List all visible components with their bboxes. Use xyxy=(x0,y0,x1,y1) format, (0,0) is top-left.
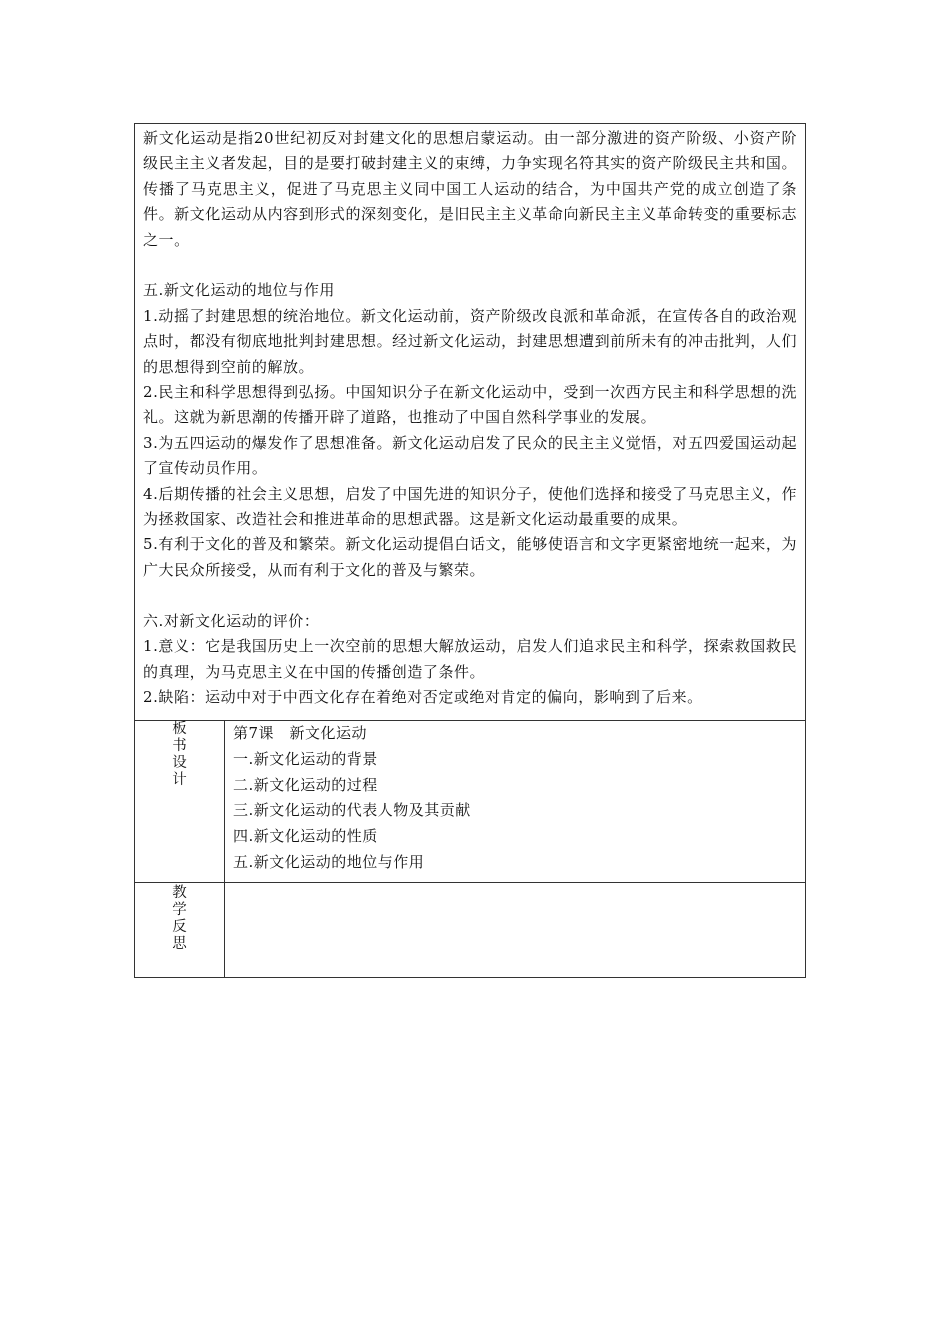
lesson-plan-table xyxy=(134,123,806,978)
label-char: 教 xyxy=(172,884,187,901)
label-char: 设 xyxy=(172,755,187,771)
intro-paragraph: 新文化运动是指20世纪初反对封建文化的思想启蒙运动。由一部分激进的资产阶级、小资产阶级民主主义者发起，目的是要打破封建主义的束缚，力争实现名符其实的资产阶级民主共和国。传播了马克思主义，促进了马克思主义同中国工人运动的结合，为中国共产党的成立创造了条件。新文化运动从内容到形式的深刻变化，是旧民主主义革命向新民主主义革命转变的重要标志之一。 xyxy=(143,129,798,249)
board-line: 一.新文化运动的背景 xyxy=(233,749,378,768)
board-line: 三.新文化运动的代表人物及其贡献 xyxy=(233,801,471,820)
board-design-content xyxy=(225,721,806,883)
list-item: 3.为五四运动的爆发作了思想准备。新文化运动启发了民众的民主主义觉悟，对五四爱国运动起了宣传动员作用。 xyxy=(143,433,798,478)
section-heading: 六.对新文化运动的评价： xyxy=(143,611,320,630)
label-char: 计 xyxy=(172,772,187,788)
list-item: 2.民主和科学思想得到弘扬。中国知识分子在新文化运动中，受到一次西方民主和科学思想的洗礼。这就为新思潮的传播开辟了道路，也推动了中国自然科学事业的发展。 xyxy=(143,383,798,427)
section-heading: 五.新文化运动的地位与作用 xyxy=(143,281,335,300)
board-line: 四.新文化运动的性质 xyxy=(233,827,378,846)
list-item: 4.后期传播的社会主义思想，启发了中国先进的知识分子，使他们选择和接受了马克思主义，作为拯救国家、改造社会和推进革命的思想武器。这是新文化运动最重要的成果。 xyxy=(143,484,798,529)
reflection-content xyxy=(225,882,806,977)
board-design-row xyxy=(135,721,806,883)
content-cell xyxy=(135,124,806,721)
board-line: 第7课 新文化运动 xyxy=(233,724,368,742)
blank-line xyxy=(143,253,797,278)
list-item: 1.意义：它是我国历史上一次空前的思想大解放运动，启发人们追求民主和科学，探索救国救民的真理，为马克思主义在中国的传播创造了条件。 xyxy=(143,637,798,681)
list-item: 2.缺陷：运动中对于中西文化存在着绝对否定或绝对肯定的偏向，影响到了后来。 xyxy=(143,687,703,706)
label-char: 反 xyxy=(172,918,187,935)
label-char: 书 xyxy=(172,738,187,754)
label-char: 板 xyxy=(172,721,187,737)
board-line: 二.新文化运动的过程 xyxy=(233,775,378,794)
list-item: 5.有利于文化的普及和繁荣。新文化运动提倡白话文，能够使语言和文字更紧密地统一起来，为广大民众所接受，从而有利于文化的普及与繁荣。 xyxy=(143,535,798,579)
list-item: 1.动摇了封建思想的统治地位。新文化运动前，资产阶级改良派和革命派，在宣传各自的政治观点时，都没有彻底地批判封建思想。经过新文化运动，封建思想遭到前所未有的冲击批判，人们的思想得到空前的解放。 xyxy=(143,306,798,376)
reflection-label xyxy=(135,882,225,977)
reflection-row xyxy=(135,882,806,977)
blank-line xyxy=(143,583,797,608)
label-char: 学 xyxy=(172,901,187,918)
content-row xyxy=(135,124,806,721)
board-design-label xyxy=(135,721,225,883)
label-char: 思 xyxy=(172,935,187,952)
board-line: 五.新文化运动的地位与作用 xyxy=(233,852,425,871)
